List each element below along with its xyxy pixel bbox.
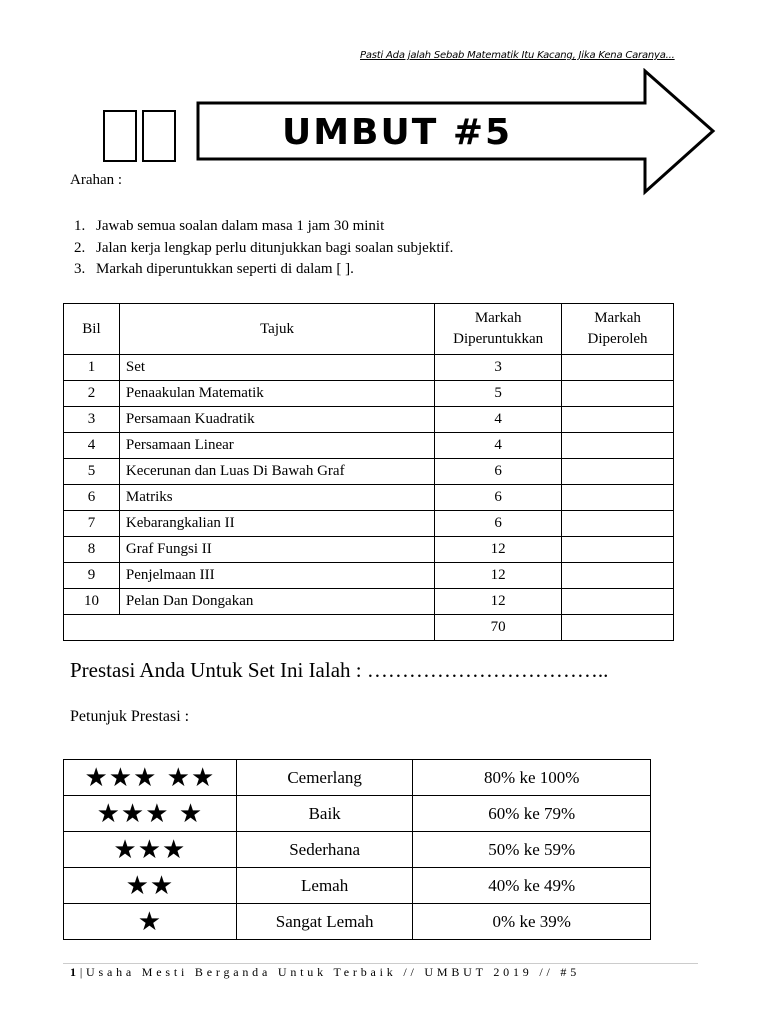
score-cell[interactable] [562, 407, 674, 433]
checkbox-square-2 [142, 110, 176, 162]
table-row: ★★★ ★★ Cemerlang 80% ke 100% [64, 760, 651, 796]
footer-text: |Usaha Mesti Berganda Untuk Terbaik // UMBUT 2019 // #5 [79, 965, 581, 979]
score-cell[interactable] [562, 589, 674, 615]
table-row: 2 Penaakulan Matematik 5 [64, 381, 674, 407]
table-row: ★★★ ★ Baik 60% ke 79% [64, 796, 651, 832]
checkbox-square-1 [103, 110, 137, 162]
table-row: 6 Matriks 6 [64, 485, 674, 511]
header-markah-diperuntukkan: Markah Diperuntukkan [435, 304, 562, 355]
score-cell[interactable] [562, 355, 674, 381]
table-row: 3 Persamaan Kuadratik 4 [64, 407, 674, 433]
table-row: ★★ Lemah 40% ke 49% [64, 868, 651, 904]
instruction-item: 2. Jalan kerja lengkap perlu ditunjukkan bagi soalan subjektif. [74, 239, 454, 256]
table-row: 10 Pelan Dan Dongakan 12 [64, 589, 674, 615]
footer-divider [63, 963, 698, 964]
score-cell[interactable] [562, 511, 674, 537]
table-row: 5 Kecerunan dan Luas Di Bawah Graf 6 [64, 459, 674, 485]
marks-table [63, 303, 674, 641]
header-motto: Pasti Ada jalah Sebab Matematik Itu Kacang, Jika Kena Caranya... [360, 50, 675, 61]
score-cell[interactable] [562, 537, 674, 563]
table-row: ★★★ Sederhana 50% ke 59% [64, 832, 651, 868]
star-rating-icon: ★★ [64, 868, 237, 904]
star-rating-icon: ★★★ ★ [64, 796, 237, 832]
table-row: 9 Penjelmaan III 12 [64, 563, 674, 589]
header-bil: Bil [64, 304, 120, 355]
instruction-item: 3. Markah diperuntukkan seperti di dalam [ ]. [74, 261, 354, 277]
table-row: 8 Graf Fungsi II 12 [64, 537, 674, 563]
total-marks: 70 [435, 615, 562, 641]
footer [70, 965, 580, 980]
table-row: 1 Set 3 [64, 355, 674, 381]
score-cell[interactable] [562, 381, 674, 407]
star-rating-icon: ★ [64, 904, 237, 940]
star-rating-icon: ★★★ ★★ [64, 760, 237, 796]
instructions-list [74, 216, 453, 281]
total-score-cell[interactable] [562, 615, 674, 641]
page-number: 1 [70, 965, 80, 979]
instructions-heading: Arahan : [70, 172, 123, 188]
table-row: ★ Sangat Lemah 0% ke 39% [64, 904, 651, 940]
score-cell[interactable] [562, 563, 674, 589]
prestasi-line: Prestasi Anda Untuk Set Ini Ialah : …………………………….. [70, 658, 609, 682]
score-cell[interactable] [562, 459, 674, 485]
marks-table-header [64, 304, 674, 355]
header-tajuk: Tajuk [119, 304, 434, 355]
score-cell[interactable] [562, 433, 674, 459]
total-row [64, 615, 674, 641]
star-rating-icon: ★★★ [64, 832, 237, 868]
page-title: UMBUT #5 [282, 112, 513, 153]
instruction-item: 1. Jawab semua soalan dalam masa 1 jam 30 minit [74, 218, 385, 234]
table-row: 4 Persamaan Linear 4 [64, 433, 674, 459]
score-cell[interactable] [562, 485, 674, 511]
header-markah-diperoleh: Markah Diperoleh [562, 304, 674, 355]
table-row: 7 Kebarangkalian II 6 [64, 511, 674, 537]
performance-table [63, 759, 651, 940]
petunjuk-heading: Petunjuk Prestasi : [70, 708, 190, 725]
